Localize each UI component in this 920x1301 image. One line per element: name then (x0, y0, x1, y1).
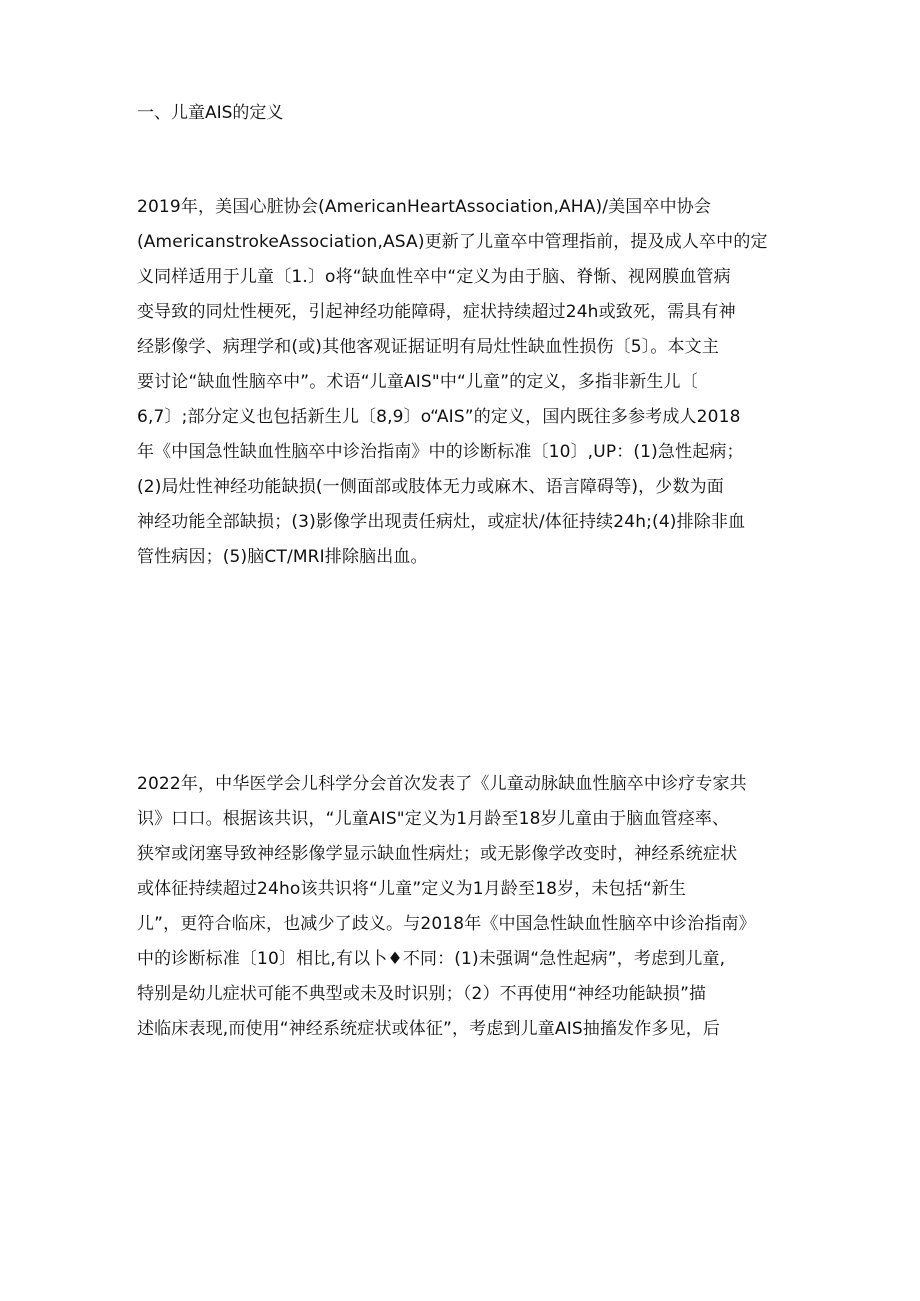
paragraph-line: 变导致的同灶性梗死，引起神经功能障碍，症状持续超过24h或致死，需具有神 (137, 302, 736, 322)
paragraph-line: 2019年，美国心脏协会(AmericanHeartAssociation,AHA)/美国卒中协会 (137, 197, 712, 217)
paragraph-line: 6,7〕;部分定义也包括新生儿〔8,9〕o“AIS”的定义，国内既往多参考成人2018 (137, 407, 741, 427)
section-heading: 一、儿童AIS的定义 (137, 103, 284, 123)
paragraph-line: 儿”，更符合临床，也减少了歧义。与2018年《中国急性缺血性脑卒中诊治指南》 (137, 914, 756, 934)
paragraph-line: 中的诊断标准〔10〕相比,有以卜♦不同：(1)未强调“急性起病”，考虑到儿童, (137, 949, 726, 969)
paragraph-line: 识》口口。根据该共识，“儿童AIS"定义为1月龄至18岁儿童由于脑血管痉率、 (137, 809, 730, 829)
paragraph-line: 特别是幼儿症状可能不典型或未及时识别；（2）不再使用“神经功能缺损”描 (137, 984, 707, 1004)
paragraph-line: 述临床表现,而使用“神经系统症状或体征”，考虑到儿童AIS抽搐发作多见，后 (137, 1019, 721, 1039)
paragraph-line: 义同样适用于儿童〔1.〕o将“缺血性卒中“定义为由于脑、脊惭、视网膜血管病 (137, 267, 731, 287)
paragraph-2 (137, 767, 787, 1047)
paragraph-line: 狭窄或闭塞导致神经影像学显示缺血性病灶；或无影像学改变时，神经系统症状 (137, 844, 738, 864)
paragraph-line: 神经功能全部缺损；(3)影像学出现责任病灶，或症状/体征持续24h;(4)排除非血 (137, 512, 746, 532)
paragraph-line: 年《中国急性缺血性脑卒中诊治指南》中的诊断标准〔10〕,UP：(1)急性起病； (137, 442, 744, 462)
paragraph-line: 管性病因；(5)脑CT/MRI排除脑出血。 (137, 547, 428, 567)
paragraph-line: 要讨论“缺血性脑卒中”。术语“儿童AIS"中“儿童”的定义，多指非新生儿〔 (137, 372, 698, 392)
paragraph-line: 2022年，中华医学会儿科学分会首次发表了《儿童动脉缺血性脑卒中诊疗专家共 (137, 774, 747, 794)
paragraph-line: (AmericanstrokeAssociation,ASA)更新了儿童卒中管理指前，提及成人卒中的定 (137, 232, 768, 252)
paragraph-line: 或体征持续超过24ho该共识将“儿童”定义为1月龄至18岁，未包括“新生 (137, 879, 687, 899)
paragraph-1 (137, 190, 787, 575)
paragraph-line: (2)局灶性神经功能缺损(一侧面部或肢体无力或麻木、语言障碍等)，少数为面 (137, 477, 724, 497)
paragraph-line: 经影像学、病理学和(或)其他客观证据证明有局灶性缺血性损伤〔5〕。本文主 (137, 337, 719, 357)
